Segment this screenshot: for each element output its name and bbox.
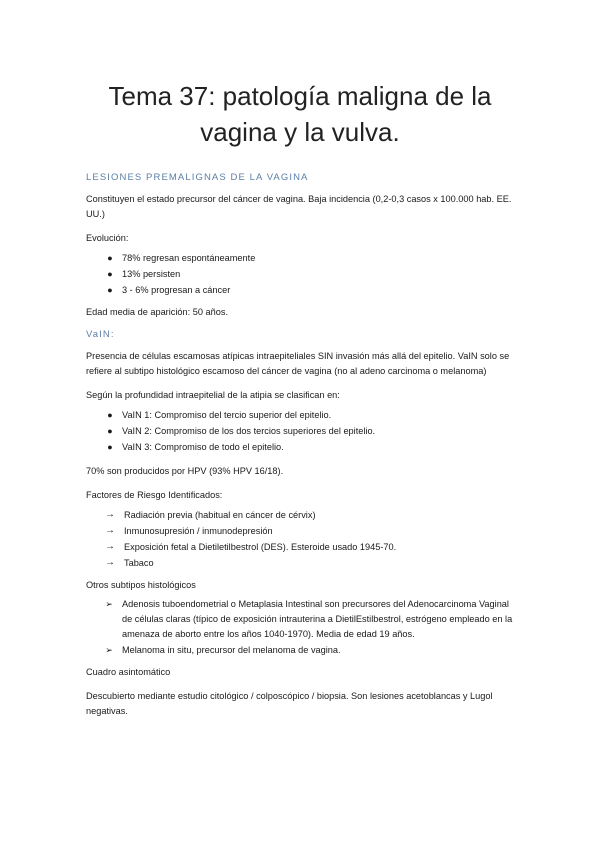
- list-item: → Radiación previa (habitual en cáncer de cérvix): [86, 507, 514, 523]
- clasificacion-label: Según la profundidad intraepitelial de la atipia se clasifican en:: [86, 390, 340, 400]
- title-line-2: vagina y la vulva.: [200, 117, 400, 147]
- bullet-dot-icon: ●: [107, 253, 113, 263]
- evolucion-label: Evolución:: [86, 233, 129, 243]
- vain-definition: Presencia de células escamosas atípicas intraepiteliales SIN invasión más allá del epitelio. VaIN solo se refiere al subtipo histológico escamoso del cáncer de vagina (no al adeno carcinoma o melanoma): [86, 351, 510, 376]
- arrow-right-icon: →: [105, 509, 115, 520]
- cuadro-label: Cuadro asintomático: [86, 667, 171, 677]
- bullet-dot-icon: ●: [107, 285, 113, 295]
- title-line-1: Tema 37: patología maligna de la: [108, 81, 492, 111]
- factores-list: [86, 507, 514, 571]
- edad-media-text: Edad media de aparición: 50 años.: [86, 307, 228, 317]
- intro-paragraph: Constituyen el estado precursor del cáncer de vagina. Baja incidencia (0,2-0,3 casos x 100.000 hab. EE. UU.): [86, 194, 512, 219]
- list-item: ● VaIN 2: Compromiso de los dos tercios superiores del epitelio.: [86, 423, 514, 439]
- clasificacion-list: [86, 407, 514, 455]
- list-item: ● 3 - 6% progresan a cáncer: [86, 282, 514, 298]
- list-item: ● 13% persisten: [86, 266, 514, 282]
- chevron-arrow-icon: ➢: [105, 645, 113, 655]
- factores-label: Factores de Riesgo Identificados:: [86, 490, 223, 500]
- evolucion-list: [86, 250, 514, 298]
- bullet-dot-icon: ●: [107, 410, 113, 420]
- chevron-arrow-icon: ➢: [105, 599, 113, 609]
- list-item: ● 78% regresan espontáneamente: [86, 250, 514, 266]
- section-heading-vain: VaIN:: [86, 329, 115, 340]
- list-item: ● VaIN 3: Compromiso de todo el epitelio.: [86, 439, 514, 455]
- list-item: ➢ Adenosis tuboendometrial o Metaplasia Intestinal son precursores del Adenocarcinoma Vaginal de células claras (típico de exposición intrauterina a DietilEstilbestrol, estrógeno empleado en la amenaza de aborto entre los años 1040-1970). Media de edad 19 años.: [86, 597, 514, 642]
- bullet-dot-icon: ●: [107, 442, 113, 452]
- list-item: ➢ Melanoma in situ, precursor del melanoma de vagina.: [86, 643, 514, 658]
- page-title: [86, 0, 514, 150]
- subtipos-list: [86, 597, 514, 658]
- bullet-dot-icon: ●: [107, 426, 113, 436]
- arrow-right-icon: →: [105, 557, 115, 568]
- subtipos-label: Otros subtipos histológicos: [86, 580, 196, 590]
- arrow-right-icon: →: [105, 541, 115, 552]
- list-item: ● VaIN 1: Compromiso del tercio superior del epitelio.: [86, 407, 514, 423]
- list-item: → Inmunosupresión / inmunodepresión: [86, 523, 514, 539]
- arrow-right-icon: →: [105, 525, 115, 536]
- hpv-text: 70% son producidos por HPV (93% HPV 16/18).: [86, 466, 284, 476]
- list-item: → Tabaco: [86, 555, 514, 571]
- bullet-dot-icon: ●: [107, 269, 113, 279]
- section-heading-premalignas: LESIONES PREMALIGNAS DE LA VAGINA: [86, 172, 309, 183]
- cuadro-text: Descubierto mediante estudio citológico / colposcópico / biopsia. Son lesiones acetoblancas y Lugol negativas.: [86, 691, 493, 716]
- list-item: → Exposición fetal a Dietiletilbestrol (DES). Esteroide usado 1945-70.: [86, 539, 514, 555]
